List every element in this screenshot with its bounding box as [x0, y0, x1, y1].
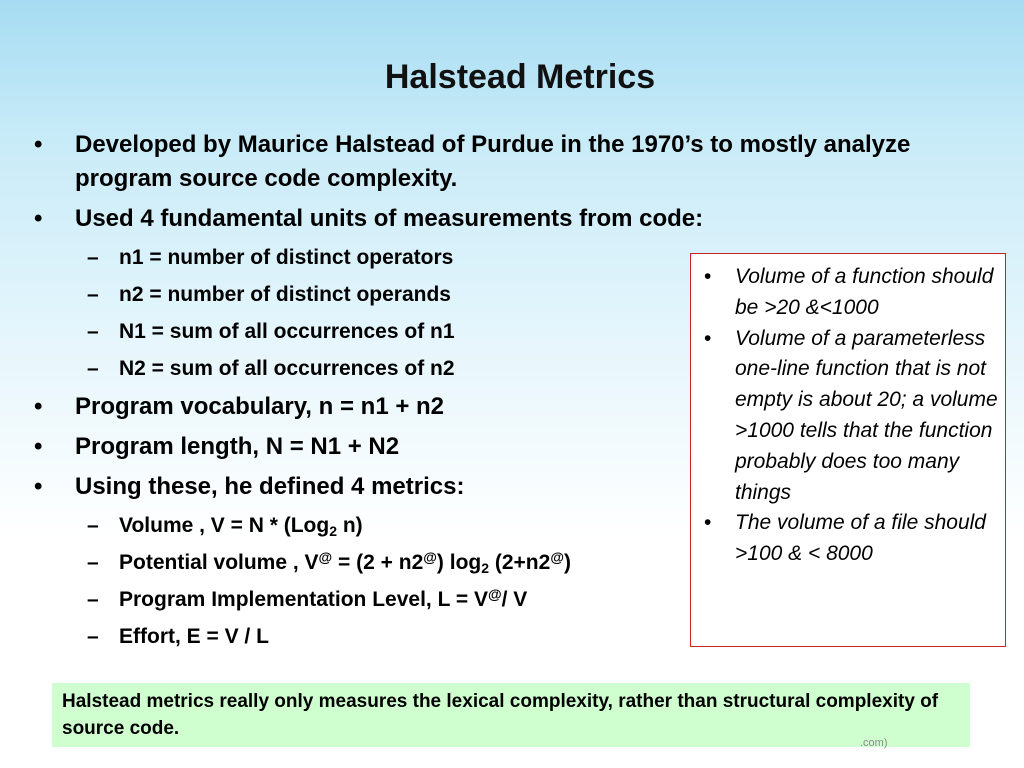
formula-text: ) log	[436, 551, 482, 574]
formula-text: Potential volume , V	[119, 551, 319, 574]
bullet-text: Used 4 fundamental units of measurements from code:	[75, 205, 704, 232]
formula-text: = (2 + n2	[332, 551, 424, 574]
sub-bullet-text: N1 = sum of all occurrences of n1	[119, 320, 455, 343]
sub-bullet-text: n1 = number of distinct operators	[119, 246, 454, 269]
sub-bullet-text: n2 = number of distinct operands	[119, 283, 451, 306]
bullet-fundamental-units	[34, 202, 984, 236]
subscript: 2	[329, 523, 338, 539]
formula-text: Volume , V = N * (Log	[119, 514, 330, 537]
bullet-text: Program length, N = N1 + N2	[75, 433, 400, 460]
dash-marker: –	[87, 514, 99, 537]
guideline-text: Volume of a parameterless one-line function that is not empty is about 20; a volume >1000 tells that the function probably does too many things	[735, 326, 998, 504]
dash-marker: –	[87, 588, 99, 611]
slide-title: Halstead Metrics	[384, 58, 656, 96]
dash-marker: –	[87, 246, 99, 269]
formula-text: (2+n2	[489, 551, 551, 574]
formula-text: Effort, E = V / L	[119, 625, 269, 648]
guideline-text: The volume of a file should >100 & < 8000	[735, 511, 986, 566]
guideline-item	[701, 262, 999, 324]
superscript: @	[423, 549, 437, 565]
dash-marker: –	[87, 283, 99, 306]
bullet-marker: •	[34, 473, 43, 500]
superscript: @	[487, 586, 502, 602]
bullet-marker: •	[34, 205, 43, 232]
bullet-text: Developed by Maurice Halstead of Purdue in the 1970’s to mostly analyze program source code complexity.	[75, 131, 911, 192]
bullet-marker: •	[704, 265, 712, 288]
dash-marker: –	[87, 357, 99, 380]
subscript: 2	[481, 560, 490, 576]
summary-note: Halstead metrics really only measures the lexical complexity, rather than structural complexity of source code.	[52, 683, 970, 747]
dash-marker: –	[87, 320, 99, 343]
formula-text: )	[563, 551, 571, 574]
dash-marker: –	[87, 625, 99, 648]
bullet-marker: •	[34, 433, 43, 460]
volume-guideline-box	[690, 253, 1006, 647]
watermark: .com)	[860, 737, 888, 749]
bullet-marker: •	[34, 131, 43, 158]
bullet-marker: •	[704, 326, 712, 350]
bullet-marker: •	[34, 393, 43, 420]
bullet-text: Using these, he defined 4 metrics:	[75, 473, 465, 500]
sub-bullet-text: N2 = sum of all occurrences of n2	[119, 357, 455, 380]
superscript: @	[550, 549, 564, 565]
superscript: @	[318, 549, 333, 565]
bullet-developed	[34, 128, 984, 196]
formula-text: n)	[337, 514, 363, 537]
formula-text: / V	[501, 588, 528, 611]
bullet-text: Program vocabulary, n = n1 + n2	[75, 393, 445, 420]
guideline-text: Volume of a function should be >20 &<1000	[735, 265, 994, 319]
dash-marker: –	[87, 551, 99, 574]
guideline-item	[701, 508, 999, 570]
guideline-item	[701, 324, 999, 509]
bullet-marker: •	[704, 511, 712, 535]
formula-text: Program Implementation Level, L = V	[119, 588, 488, 611]
